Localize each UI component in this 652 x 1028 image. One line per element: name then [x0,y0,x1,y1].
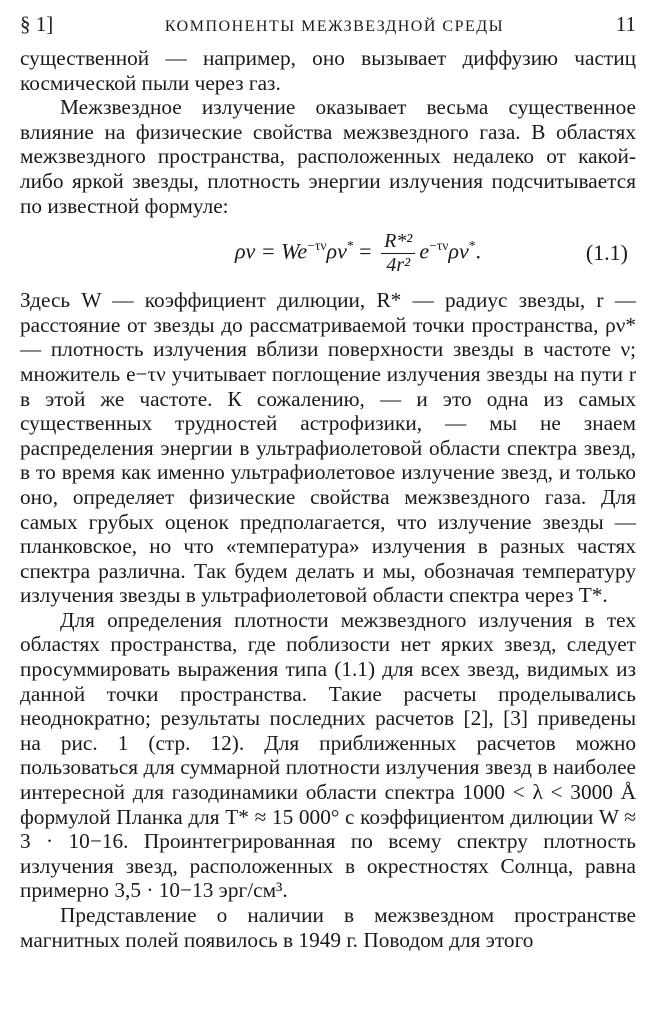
formula-1-1 [20,218,636,288]
equation-number: (1.1) [585,240,628,266]
formula-fraction: $\frac{\text{R*²}}{\text{4r²}}$ [381,230,415,277]
paragraph-3: Здесь W — коэффициент дилюции, R* — радиус звезды, r — расстояние от звезды до рассматриваемой точки пространства, ρν* — плотность излучения вблизи поверхности звезды в частоте ν; множитель e−τν учитывает поглощение излучения звезды на пути r в этой же частоте. К сожалению, — и это одна из самых существенных трудностей астрофизики, — мы не знаем распределения энергии в ультрафиолетовой области спектра звезд, в то время как именно ультрафиолетовое излучение звезд, и только оно, определяет физические свойства межзвездного газа. Для самых грубых оценок предполагается, что излучение звезды — планковское, но что «температура» излучения в разных частях спектра различна. Так будем делать и мы, обозначая температуру излучения звезды в ультрафиолетовой области спектра через T*. [20,288,636,608]
paragraph-1: существенной — например, оно вызывает диффузию частиц космической пыли через газ. [20,46,636,95]
running-head [20,6,636,46]
paragraph-2: Межзвездное излучение оказывает весьма существенное влияние на физические свойства межзвездного газа. В областях межзвездного пространства, расположенных недалеко от какой-либо яркой звезды, плотность энергии излучения подсчитывается по известной формуле: [20,95,636,218]
chapter-title: КОМПОНЕНТЫ МЕЖЗВЕЗДНОЙ СРЕДЫ [164,18,505,35]
paragraph-4: Для определения плотности межзвездного излучения в тех областях пространства, где поблизости нет ярких звезд, следует просуммировать выражения типа (1.1) для всех звезд, видимых из данной точки пространства. Такие расчеты проделывались неоднократно; результаты последних расчетов [2], [3] приведены на рис. 1 (стр. 12). Для приближенных расчетов можно пользоваться для суммарной плотности излучения звезд в наиболее интересной для газодинамики области спектра 1000 < λ < 3000 Å формулой Планка для T* ≈ 15 000° с коэффициентом дилюции W ≈ 3 · 10−16. Проинтегрированная по всему спектру плотность излучения звезд, расположенных в окрестностях Солнца, равна примерно 3,5 · 10−13 эрг/см³. [20,607,636,903]
section-marker: § 1] [20,12,54,36]
paragraph-5: Представление о наличии в межзвездном пространстве магнитных полей появилось в 1949 г. Поводом для этого [20,903,636,952]
formula-body: $\rho\nu = We^{-\tau\nu}\rho\nu^*$ = $\frac{\text{R*²}}{\text{4r²}}$ $e^{-\tau\nu}\rho\nu^*$. [234,229,482,276]
page-number: 11 [615,12,636,36]
